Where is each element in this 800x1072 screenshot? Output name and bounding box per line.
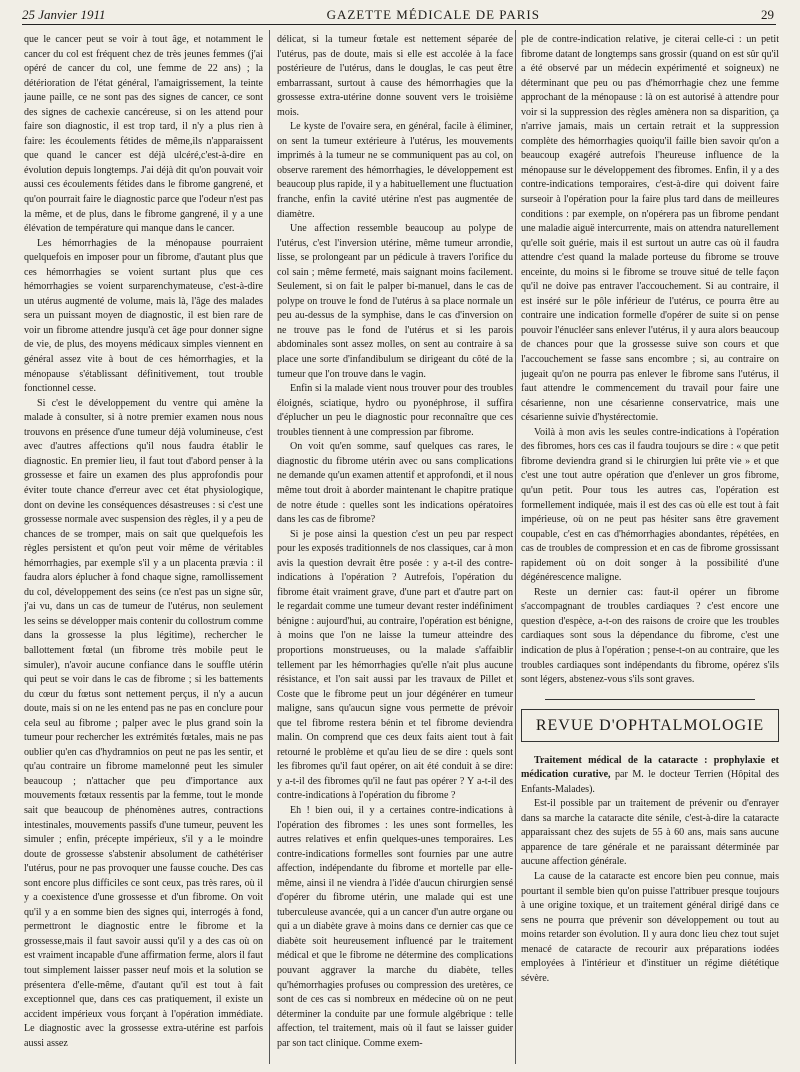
article-title: Traitement médical de la cataracte : prophylaxie et médication curative, [521,754,779,781]
column-divider [515,30,516,1064]
paragraph: Le kyste de l'ovaire sera, en général, facile à éliminer, on sent la tumeur extérieure à l'utérus, les mouvements imprimés à la tumeur ne se communiquent pas au col, on observe rarement des hémorrhagies, le développement est beaucoup plus rapide, il y a habituellement une fluctuation franche, enfin la cavité utérine n'est pas augmentée de diamètre. [277,121,513,220]
text-column-1 [24,33,263,1064]
text-column-2 [277,33,513,1064]
page-number: 29 [761,7,774,22]
paragraph: Enfin si la malade vient nous trouver pour des troubles éloignés, sciatique, hydro ou pyonéphrose, il suffira d'éplucher un peu le diagnostic pour reconnaître que ces troubles tiennent à une compression par fibrome. [277,383,513,438]
journal-title: GAZETTE MÉDICALE DE PARIS [326,7,540,22]
paragraph: Les hémorrhagies de la ménopause pourraient quelquefois en imposer pour un fibrome, d'autant plus que ces hémorrhagies se voient surtant plus que ces hémorrhagies se voient surparenchymateuse, c'est-à-dire un utérus augmenté de volume, mais là, l'âge des malades sera un puissant moyen de diagnostic, il est bien rare de voir un fibrome attendre jusqu'à cet âge pour donner signe de vie, de plus, des moyens médicaux simples viennent en général assez vite à bout de ces hémorrhagies, et la ménopause s'établissant définitivement, tout trouble fonctionnel cesse. [24,237,263,395]
header-rule [22,24,776,25]
text-column-3 [521,33,779,1064]
paragraph: Si c'est le développement du ventre qui amène la malade à consulter, si à notre premier examen nous nous trouvons en présence d'une tumeur déjà volumineuse, c'est avec d'autres affections qu'il nous faudra établir le diagnostic. En premier lieu, il faut tout d'abord penser à la grossesse et faire un examen des plus approfondis pour éviter toute chance d'erreur avec cet état physiologique, dont on devine les conséquences désastreuses : si c'est une grossesse normale avec suspension des règles, il y a peu de chances de se tromper, mais on sait que quelquefois les règles persistent et qu'on peut voir même de véritables hémorrhagies, par exemple s'il y a un placenta prævia : il faudra alors éplucher à fond chaque signe, ramollissement du col, développement des seins (ce n'est pas un signe sûr, j'ai vu, dans un cas de tumeur de l'utérus, non seulement les seins se développer mais contenir du collostrum comme dans la grossesse la plus légitime), rechercher le ballottement fœtal (un fibrome très mobile peut le simuler), n'avoir aucune confiance dans le souffle utérin qui peut se voir dans le cas de fibrome ; si les battements du cœur du fœtus sont nettement perçus, il n'y a aucun doute, mais si on ne les entend pas ne pas en conclure pour cela seul au fibrome ; palper avec le plus grand soin la tumeur pour rechercher les extrémités fœtales, mais ne pas oublier qu'en cas d'hydramnios on peut ne pas les sentir, et qu'au contraire un fibrome mamelonné peut les simuler beaucoup ; n'attacher que peu d'importance aux mouvements fœtaux ressentis par la femme, tout le monde sait que beaucoup de phénomènes autres, contractions intestinales, mouvements passifs d'une tumeur, peuvent les simuler ; enfin, précepte impérieux, s'il y a le moindre doute de grossesse s'abstenir absolument de cathétériser l'utérus, pour ne pas provoquer une fausse couche. Des cas sont encore plus difficiles ce sont ceux, pas très rares, où il y a coexistence d'une grossesse et d'un fibrome. On voit qu'il y a en somme bien des signes qui, interrogés à fond, permettront le diagnostic entre le fibrome et la grossesse,mais il faut savoir aussi qu'il y a des cas où on est vraiment incapable d'une affirmation ferme, alors il faut tout simplement laisser passer neuf mois et la solution se présentera d'elle-même, d'autant qu'il est tout à fait exceptionnel que, dans ces cas pratiquement, il existe un accident impérieux vous forçant à l'opération immédiate. Le diagnostic avec la grossesse extra-utérine est parfois aussi assez [24,397,263,1049]
article-header [521,754,779,798]
paragraph: ple de contre-indication relative, je citerai celle-ci : un petit fibrome datant de longtemps sans grossir (quand on est sûr qu'il a été observé par un médecin expérimenté et soigneux) ne déterminant que peu ou pas d'hémorrhagie chez une femme approchant de la ménopause : là on est autorisé à attendre pour voir si la suppression des règles amènera non sa disparition, ça n'arrive jamais, mais un certain retrait et la suppression complète des hémorrhagies quoiqu'il faille bien savoir qu'on a beaucoup exagéré autrefois l'heureuse influence de la ménopause sur le développement des fibromes. Enfin, il y a des contre-indications temporaires, c'est-à-dire qui doivent faire surseoir à l'opération pour la faire plus tard dans de meilleures conditions : par exemple, on n'opérera pas un fibrome pendant une maladie aiguë intercurrente, mais on attendra naturellement qu'elle soit guérie, mais il est surtout un autre cas où il faudra attendre c'est quand la malade porteuse du fibrome se trouve enceinte, du moins si le fibrome se trouve situé de telle façon qu'il ne doive pas entraver l'accouchement. Si au contraire, il est inséré sur le pôle inférieur de l'utérus, ce pourra être au contraire une indication formelle d'opérer de suite si on pense pouvoir l'énucléer sans enlever l'utérus, il y aura alors beaucoup de chances pour que la grossesse suive son cours et que l'accouchement se fasse sans encombre ; si, au contraire on jugeait qu'on ne pourra pas enlever le fibrome sans l'utérus, il faut attendre le commencement du travail pour faire une césarienne, non une césarienne conservatrice, mais une césarienne suivie d'hystérectomie. [521,34,779,424]
issue-date: 25 Janvier 1911 [22,7,106,22]
section-heading: REVUE D'OPHTALMOLOGIE [521,709,779,742]
paragraph: délicat, si la tumeur fœtale est nettement séparée de l'utérus, pas de doute, mais si elle est accolée à la face postérieure de l'utérus, dans le douglas, le cas peut être embarrassant, surtout à cause des hémorrhagies que la grossesse extra-utérine donne souvent vers le troisième mois. [277,34,513,118]
paragraph: Eh ! bien oui, il y a certaines contre-indications à l'opération des fibromes : les unes sont formelles, les autres relatives et enfin quelques-unes temporaires. Les contre-indications formelles sont fournies par une autre affection, indépendante du fibrome et mortelle par elle-même, ainsi il ne viendra à l'idée d'aucun chirurgien sensé d'opérer du fibrome utérin, une malade qui est une tuberculeuse avancée, qui a un cancer d'un autre organe ou qui a un diabète grave à moins dans ce dernier cas que ce diabète soit heureusement influencé par le traitement médical et que le fibrome ne détermine des complications pouvant aggraver la marche du diabète, telles qu'hémorrhagies profuses ou compression des uretères, ce sont de ces cas si nombreux en médecine où on ne peut déterminer la conduite par une formule algébrique : telle affection, tel traitement, mais où il faut se laisser guider par son tact clinique. Comme exem- [277,804,513,1049]
paragraph: Voilà à mon avis les seules contre-indications à l'opération des fibromes, hors ces cas il faudra toujours se dire : « que petit fibrome deviendra grand si le chirurgien lui prête vie » et que c'est une tout autre opération que d'enlever un gros fibrome, qu'un petit. Pour tous les autres cas, l'opération est formellement indiquée, mais il est des cas où elle est tout à fait impérieuse, où on ne peut pas hésiter sans être gravement coupable, c'est en cas d'hémorrhagies abondantes, répétées, en cas de troubles de compression et en cas de fibrome grossissant rapidement où on doit songer à la possibilité d'une dégénérescence maligne. [521,426,779,584]
section-separator [545,699,755,700]
paragraph: que le cancer peut se voir à tout âge, et notamment le cancer du col est fréquent chez de très jeunes femmes (j'ai opéré de cancer du col, une femme de 22 ans) ; la détérioration de l'état général, l'amaigrissement, la teinte jaune paille, ce ne sont pas des signes de cancer, ce sont des signes de cachexie cancéreuse, si on les attend pour faire son diagnostic, il est trop tard, il n'y a plus rien à faire: les écoulements fétides de même,ils n'apparaissent que quand le cancer est déjà ulcéré,c'est-à-dire en évolution depuis longtemps. J'ai déjà dit qu'on pouvait voir aussi ces écoulements fétides dans le fibrome gangrené, et qu'on pourrait faire le diagnostic parce que l'odeur n'est pas la même, et de plus, dans le fibrome gangrené, il y a une élévation de température qui manque dans le cancer. [24,34,263,235]
paragraph: Une affection ressemble beaucoup au polype de l'utérus, c'est l'inversion utérine, même tumeur arrondie, lisse, se prolongeant par un pédicule à travers l'orifice du col sain ; même fermeté, mais saignant moins facilement. Seulement, si on fait le palper bi-manuel, dans le cas de polype on trouve le fond de l'utérus à sa place normale un peu au-dessus de la symphise, dans le cas d'inversion on ne trouve pas le fond de l'utérus et si les parois abdominales sont assez molles, on sent au contraire à sa place une sorte d'infandibulum se dirigeant du côté de la tumeur que l'on trouve dans le vagin. [277,223,513,380]
paragraph: Reste un dernier cas: faut-il opérer un fibrome s'accompagnant de troubles cardiaques ? c'est encore une question d'espèce, a-t-on des raisons de croire que les troubles cardiaques sont sous la dépendance du fibrome, c'est une indication de plus à l'opération ; pense-t-on au contraire, que les troubles cardiaques sont indépendants du fibrome, opérez s'ils sont légers, abstenez-vous s'ils sont graves. [521,586,779,686]
paragraph: Si je pose ainsi la question c'est un peu par respect pour les exposés traditionnels de nos classiques, car à mon avis la question devrait être posée : y a-t-il des contre-indications à l'opération ? Autrefois, l'opération du fibrome était vraiment grave, d'une part et d'autre part on le regardait comme une tumeur devant rester indéfiniment bénigne : aujourd'hui, au contraire, l'opération est bénigne, à moins que l'on ne laisse la tumeur atteindre des proportions monstrueuses, ou la malade s'affaiblir tellement par les hémorrhagies qu'elle n'ait plus aucune résistance, et l'on sait aussi par les travaux de Pillet et Coste que le fibrome peut un jour dégénérer en tumeur maligne, sans qu'aucun signe vous permette de prévoir que tel fibrome restera bénin et tel fibrome deviendra malin. On comprend que ces deux faits aient tout à fait retourné le problème et qu'au lieu de se dire : quels sont les fibromes qu'il faut opérer, on ait été conduit à se dire: y a-t-il des fibromes qu'il ne faut pas opérer ? Y a-t-il des contre-indications à l'opération du fibrome ? [277,528,513,802]
article-byline: par M. le docteur Terrien (Hôpital des Enfants-Malades). [521,769,779,795]
paragraph: La cause de la cataracte est encore bien peu connue, mais pourtant il semble bien qu'on puisse l'attribuer presque toujours à une origine toxique, et un traitement général dirigé dans ce sens ne pourra que prévenir son développement ou tout au moins retarder son évolution. Il y aura donc lieu chez tout sujet menacé de cataracte de recourir aux préparations iodées employées à l'intérieur et d'instituer un régime diététique sévère. [521,870,779,984]
paragraph: Est-il possible par un traitement de prévenir ou d'enrayer dans sa marche la cataracte dite sénile, c'est-à-dire la cataracte apparaissant chez des sujets de 55 à 60 ans, mais sans aucune apparence de tare générale et ne paraissant déterminée par aucune affection générale. [521,798,779,868]
column-divider [269,30,270,1064]
paragraph: On voit qu'en somme, sauf quelques cas rares, le diagnostic du fibrome utérin avec ou sans complications ne demande qu'un examen attentif et approfondi, et il nous même tout droit à aborder maintenant le chapitre pratique de notre étude : quelles sont les indications opératoires dans les cas de fibrome? [277,441,513,526]
